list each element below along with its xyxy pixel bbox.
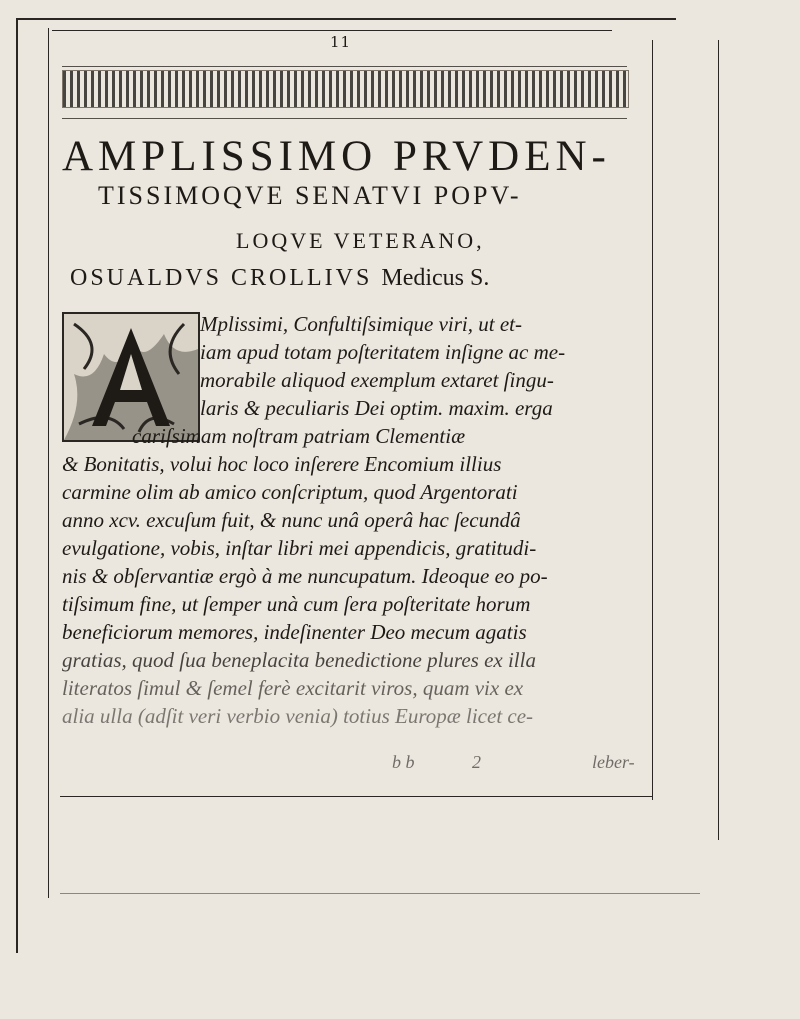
title-line-2: TISSIMOQVE SENATVI POPV- bbox=[98, 181, 522, 210]
author-line bbox=[70, 265, 489, 292]
text-line-3: morabile aliquod exemplum extaret ſingu- bbox=[200, 368, 554, 392]
text-line-9: evulgatione, vobis, inſtar libri mei appendicis, gratitudi- bbox=[62, 536, 537, 560]
outer-border-top bbox=[16, 18, 676, 20]
text-line-13: gratias, quod ſua beneplacita benedictione plures ex illa bbox=[62, 648, 536, 672]
decorated-initial-icon bbox=[62, 312, 200, 442]
text-line-8: anno xcv. excuſum fuit, & nunc unâ operâ hac ſecundâ bbox=[62, 508, 521, 532]
outer-border-right bbox=[718, 40, 719, 840]
text-line-15: alia ulla (adſit verі verbio venia) totius Europæ licet ce- bbox=[62, 704, 534, 728]
title-line-3: LOQVE VETERANO, bbox=[236, 228, 485, 253]
header-rule bbox=[52, 30, 612, 31]
ornament-bottom-rule bbox=[62, 118, 627, 119]
text-line-14: literatos ſimul & ſemel ferè excitarit viros, quam vix ex bbox=[62, 676, 524, 700]
text-line-11: tiſsimum fine, ut ſemper unà cum ſera poſteritate horum bbox=[62, 592, 531, 616]
ornament-top-rule bbox=[62, 66, 627, 67]
text-line-7: carmine olim ab amico conſcriptum, quod Argentorati bbox=[62, 480, 518, 504]
text-line-1: Mplissimi, Confultiſsimique viri, ut et- bbox=[200, 312, 522, 336]
catchword: leber- bbox=[592, 752, 635, 772]
text-line-2: iam apud totam poſteritatem inſigne ac me- bbox=[200, 340, 566, 364]
text-line-4: laris & peculiaris Dei optim. maxim. erga bbox=[200, 396, 553, 420]
author-role: Medicus S. bbox=[381, 265, 490, 291]
page-number: 11 bbox=[330, 33, 352, 51]
text-line-12: beneficiorum memores, indeſinenter Deo mecum agatis bbox=[62, 620, 527, 644]
text-block-right-rule bbox=[652, 40, 653, 800]
signature-mark: b b bbox=[392, 752, 415, 772]
author-name: OSUALDVS CROLLIVS bbox=[70, 265, 373, 291]
text-line-6: & Bonitatis, volui hoc loco inſerere Encomium illius bbox=[62, 452, 502, 476]
inner-border-left bbox=[48, 28, 49, 898]
title-line-1: AMPLISSIMO PRVDEN- bbox=[62, 133, 611, 180]
text-line-5: cariſsimam noſtram patriam Clementiæ bbox=[132, 424, 466, 448]
text-line-10: nis & obſervantiæ ergò à me nuncupatum. Ideoque eo po- bbox=[62, 564, 548, 588]
signature-number: 2 bbox=[472, 752, 481, 772]
ornamental-border-icon bbox=[62, 70, 629, 108]
outer-border-left bbox=[16, 18, 18, 953]
bottom-rule bbox=[60, 893, 700, 894]
footer-rule bbox=[60, 796, 652, 797]
